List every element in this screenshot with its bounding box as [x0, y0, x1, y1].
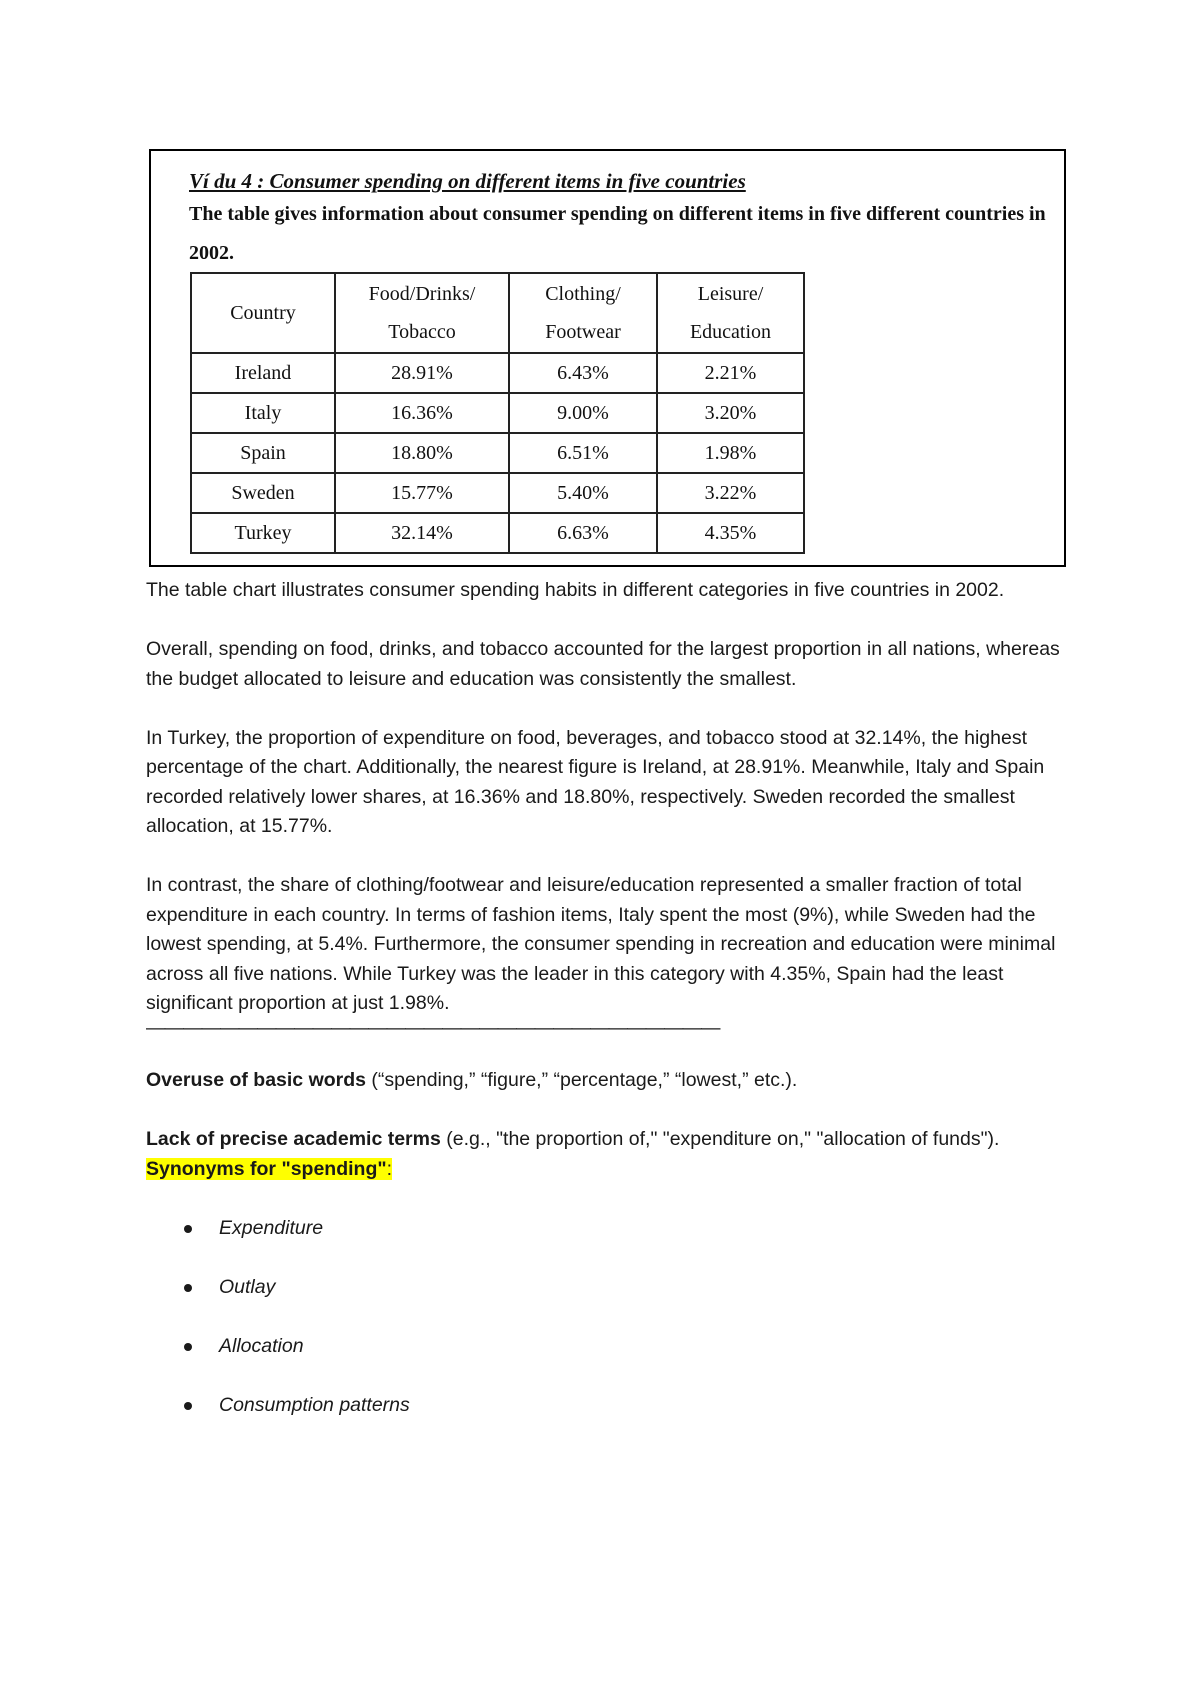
table-cell: 16.36% — [335, 393, 509, 433]
header-country: Country — [191, 273, 335, 353]
table-row — [191, 513, 804, 553]
table-cell: 28.91% — [335, 353, 509, 393]
figure-title: Ví du 4 : Consumer spending on different items in five countries — [189, 169, 746, 193]
table-row — [191, 393, 804, 433]
table-cell: Turkey — [191, 513, 335, 553]
table-cell: 1.98% — [657, 433, 804, 473]
list-item: Expenditure — [146, 1214, 1076, 1273]
table-row — [191, 433, 804, 473]
separator-line: ——————————————————————————————— — [146, 1018, 720, 1037]
consumer-spending-table — [190, 272, 805, 554]
table-cell: 5.40% — [509, 473, 657, 513]
note-overuse — [146, 1066, 1076, 1096]
note-lack — [146, 1125, 1076, 1155]
essay-overview: Overall, spending on food, drinks, and tobacco accounted for the largest proportion in all nations, whereas the budget allocated to leisure and education was consistently the smallest. — [146, 638, 1060, 690]
table-cell: 18.80% — [335, 433, 509, 473]
note-overuse-text: (“spending,” “figure,” “percentage,” “lowest,” etc.). — [366, 1069, 798, 1091]
table-cell: 6.51% — [509, 433, 657, 473]
synonyms-heading — [146, 1155, 1076, 1185]
table-cell: Sweden — [191, 473, 335, 513]
essay-body-paragraph-2: In contrast, the share of clothing/footwear and leisure/education represented a smaller fraction of total expenditure in each country. In terms of fashion items, Italy spent the most (9%), while Sweden had the lowest spending, at 5.4%. Furthermore, the consumer spending in recreation and education were minimal across all five nations. While Turkey was the leader in this category with 4.35%, Spain had the least significant proportion at just 1.98%. — [146, 874, 1056, 1014]
table-cell: Spain — [191, 433, 335, 473]
table-cell: 3.20% — [657, 393, 804, 433]
table-cell: Ireland — [191, 353, 335, 393]
table-cell: 15.77% — [335, 473, 509, 513]
table-cell: 2.21% — [657, 353, 804, 393]
note-lack-text: (e.g., "the proportion of," "expenditure on," "allocation of funds"). — [440, 1128, 1000, 1150]
synonyms-colon: : — [386, 1157, 393, 1180]
bullet-icon — [184, 1343, 192, 1351]
essay-body — [146, 576, 1076, 1450]
table-cell: 3.22% — [657, 473, 804, 513]
header-clothing: Clothing/ Footwear — [509, 273, 657, 353]
table-figure-image — [149, 149, 1066, 567]
header-food: Food/Drinks/ Tobacco — [335, 273, 509, 353]
bullet-icon — [184, 1402, 192, 1410]
bullet-icon — [184, 1225, 192, 1233]
table-cell: 4.35% — [657, 513, 804, 553]
synonyms-list — [146, 1214, 1076, 1450]
list-item: Allocation — [146, 1332, 1076, 1391]
note-overuse-label: Overuse of basic words — [146, 1069, 366, 1091]
bullet-icon — [184, 1284, 192, 1292]
table-cell: 6.63% — [509, 513, 657, 553]
essay-body-paragraph-1: In Turkey, the proportion of expenditure on food, beverages, and tobacco stood at 32.14%, the highest percentage of the chart. Additionally, the nearest figure is Ireland, at 28.91%. Meanwhile, Italy and Spain recorded relatively lower shares, at 16.36% and 18.80%, respectively. Sweden recorded the smallest allocation, at 15.77%. — [146, 726, 1045, 837]
table-cell: 32.14% — [335, 513, 509, 553]
essay-intro: The table chart illustrates consumer spending habits in different categories in five countries in 2002. — [146, 579, 1005, 601]
table-cell: 6.43% — [509, 353, 657, 393]
list-item: Consumption patterns — [146, 1391, 1076, 1450]
table-cell: Italy — [191, 393, 335, 433]
note-lack-label: Lack of precise academic terms — [146, 1128, 441, 1150]
figure-description: The table gives information about consumer spending on different items in five different countries in 2002. — [189, 203, 1046, 264]
synonyms-label: Synonyms for "spending" — [146, 1157, 387, 1180]
table-row — [191, 473, 804, 513]
table-row — [191, 353, 804, 393]
header-leisure: Leisure/ Education — [657, 273, 804, 353]
list-item: Outlay — [146, 1273, 1076, 1332]
table-header-row — [191, 273, 804, 353]
table-cell: 9.00% — [509, 393, 657, 433]
